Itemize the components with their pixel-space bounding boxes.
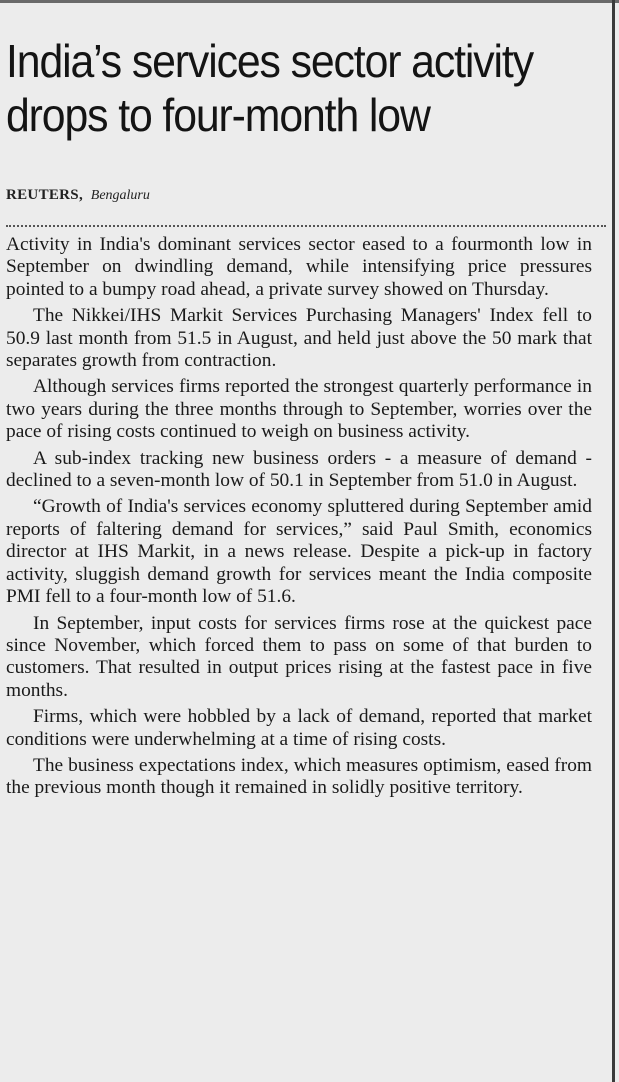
article-paragraph: Activity in India's dominant services sector eased to a fourmonth low in September on dwindling demand, while intensifying price pressures pointed to a bumpy road ahead, a private survey showed on Thursday. bbox=[6, 234, 592, 300]
headline bbox=[6, 34, 564, 142]
article-paragraph: The Nikkei/IHS Markit Services Purchasing Managers' Index fell to 50.9 last month from 51.5 in August, and held just above the 50 mark that separates growth from contraction. bbox=[6, 305, 592, 372]
headline-line-1: India’s services sector activity bbox=[6, 35, 533, 87]
top-border-rule bbox=[0, 0, 619, 3]
article-paragraph: Firms, which were hobbled by a lack of demand, reported that market conditions were underwhelming at a time of rising costs. bbox=[6, 706, 592, 750]
column-divider-rule bbox=[612, 0, 615, 1082]
article-paragraph: Although services firms reported the strongest quarterly performance in two years during the three months through to September, worries over the pace of rising costs continued to weigh on business activity. bbox=[6, 376, 592, 443]
article-paragraph: In September, input costs for services firms rose at the quickest pace since November, which forced them to pass on some of that burden to customers. That resulted in output prices rising at the fastest pace in five months. bbox=[6, 612, 592, 701]
article-paragraph: A sub-index tracking new business orders - a measure of demand - declined to a seven-month low of 50.1 in September from 51.0 in August. bbox=[6, 447, 592, 492]
article-paragraph: The business expectations index, which measures optimism, eased from the previous month though it remained in solidly positive territory. bbox=[6, 754, 592, 799]
article-body bbox=[6, 234, 592, 804]
article-paragraph: “Growth of India's services economy spluttered during September amid reports of faltering demand for services,” said Paul Smith, economics director at IHS Markit, in a news release. Despite a pick-up in factory activity, sluggish demand growth for services meant the India composite PMI fell to a four-month low of 51.6. bbox=[6, 496, 592, 608]
byline-place: Bengaluru bbox=[90, 188, 150, 203]
headline-line-2: drops to four-month low bbox=[6, 89, 430, 141]
byline-agency: REUTERS, bbox=[6, 187, 84, 203]
dotted-separator bbox=[6, 225, 606, 227]
byline bbox=[6, 187, 150, 204]
